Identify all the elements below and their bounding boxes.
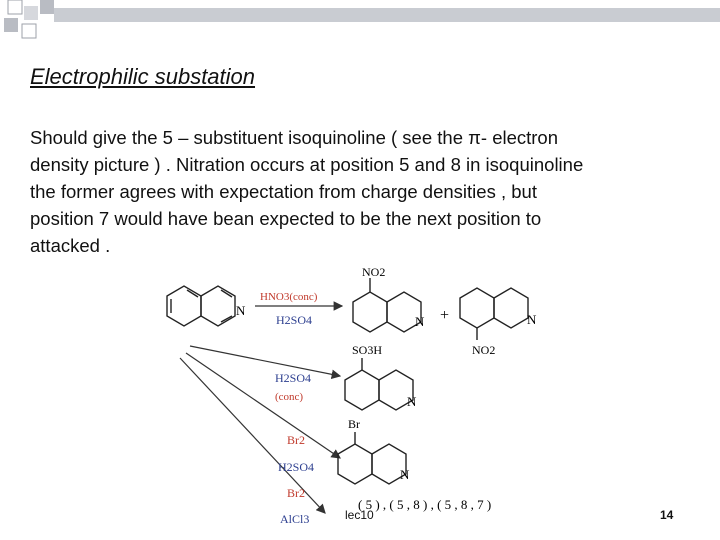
page-number: 14 [660,508,674,522]
bromo-product [338,432,406,484]
body-paragraph [30,124,700,259]
reagent-h2so4-2: H2SO4 [275,371,312,385]
n-label: N [527,312,537,327]
body-line: density picture ) . Nitration occurs at position 5 and 8 in isoquinoline [30,154,584,175]
reagent-h2so4-3: H2SO4 [278,460,315,474]
body-line: Should give the 5 – substituent isoquinoline ( see the π- electron [30,127,559,148]
no2-label: NO2 [362,265,386,279]
reagent-conc: (conc) [275,391,304,403]
n-label: N [400,467,410,482]
reaction-arrow [186,353,340,458]
reagent-br2: Br2 [287,433,305,447]
reagent-alcl3: AlCl3 [280,512,310,526]
n-label: N [236,303,246,318]
reagent-hno3: HNO3(conc) [260,291,318,303]
substitution-positions: ( 5 ) , ( 5 , 8 ) , ( 5 , 8 , 7 ) [358,497,492,512]
no2-label: NO2 [472,343,496,357]
so3h-label: SO3H [352,343,383,357]
header-decoration [0,0,720,40]
body-line: attacked . [30,235,111,256]
br-label: Br [348,417,360,431]
isoquinoline-structure [167,286,235,326]
nitro-product-8 [460,288,528,340]
footer-lecture: lec10 [345,508,374,522]
n-label: N [407,394,417,409]
body-line: position 7 would have bean expected to be the next position to [30,208,542,229]
nitro-product-5 [353,278,421,332]
n-label: N [415,314,425,329]
slide-title: Electrophilic substation [30,64,256,89]
reaction-scheme [150,258,550,528]
reagent-br2-2: Br2 [287,486,305,500]
plus-sign: + [440,307,450,324]
reagent-h2so4: H2SO4 [276,313,313,327]
sulfonic-product [345,358,413,410]
body-line: the former agrees with expectation from charge densities , but [30,181,537,202]
